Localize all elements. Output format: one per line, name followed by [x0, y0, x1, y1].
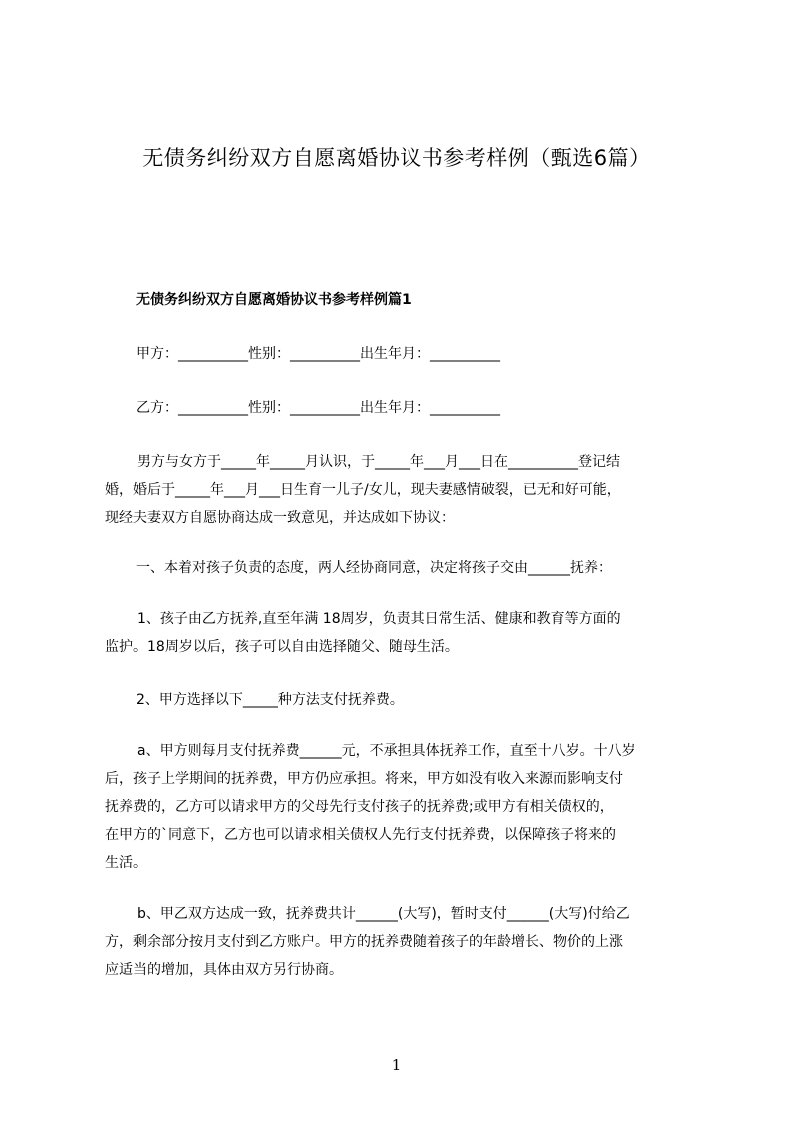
clause-a-line-3: 抚养费的，乙方可以请求甲方的父母先行支付孩子的抚养费;或甲方有相关债权的，	[105, 799, 614, 815]
intro-line-1: 男方与女方于_____年_____月认识，于_____年___月___日在__________登记结	[137, 454, 620, 470]
intro-line-3: 现经夫妻双方自愿协商达成一致意见，并达成如下协议：	[105, 510, 455, 526]
clause-1-1-paragraph	[105, 605, 711, 661]
clause-a-line-1: a、甲方则每月支付抚养费______元，不承担具体抚养工作，直至十八岁。十八岁	[137, 743, 636, 759]
clause-b-line-3: 应适当的增加，具体由双方另行协商。	[105, 962, 343, 978]
party-b-line: 乙方：__________性别：__________出生年月：__________	[136, 400, 500, 416]
clause-b-line-1: b、甲乙双方达成一致，抚养费共计______(大写)，暂时支付______(大写)付给乙	[137, 906, 630, 922]
intro-paragraph	[105, 448, 711, 532]
clause-a-line-5: 生活。	[105, 855, 147, 871]
clause-1-1-line-1: 1、孩子由乙方抚养,直至年满 18周岁，负责其日常生活、健康和教育等方面的	[137, 611, 621, 627]
page-number: 1	[391, 1056, 402, 1074]
party-a-line: 甲方：__________性别：__________出生年月：__________	[136, 346, 500, 362]
clause-b-paragraph	[105, 900, 711, 984]
clause-1-1-line-2: 监护。18周岁以后，孩子可以自由选择随父、随母生活。	[105, 639, 459, 655]
clause-a-line-2: 后，孩子上学期间的抚养费，甲方仍应承担。将来，甲方如没有收入来源而影响支付	[105, 771, 623, 787]
clause-a-paragraph	[105, 737, 711, 877]
clause-1-2-paragraph: 2、甲方选择以下_____种方法支付抚养费。	[136, 692, 404, 708]
document-title: 无债务纠纷双方自愿离婚协议书参考样例（甄选6篇）	[142, 146, 651, 170]
section-heading: 无债务纠纷双方自愿离婚协议书参考样例篇1	[136, 292, 412, 308]
clause-1-paragraph: 一、本着对孩子负责的态度，两人经协商同意，决定将孩子交由______抚养：	[136, 560, 612, 576]
clause-a-line-4: 在甲方的`同意下，乙方也可以请求相关债权人先行支付抚养费，以保障孩子将来的	[105, 827, 616, 843]
intro-line-2: 婚，婚后于_____年___月___日生育一儿子/女儿，现夫妻感情破裂，已无和好可能，	[105, 482, 621, 498]
clause-b-line-2: 方，剩余部分按月支付到乙方账户。甲方的抚养费随着孩子的年龄增长、物价的上涨	[105, 934, 623, 950]
